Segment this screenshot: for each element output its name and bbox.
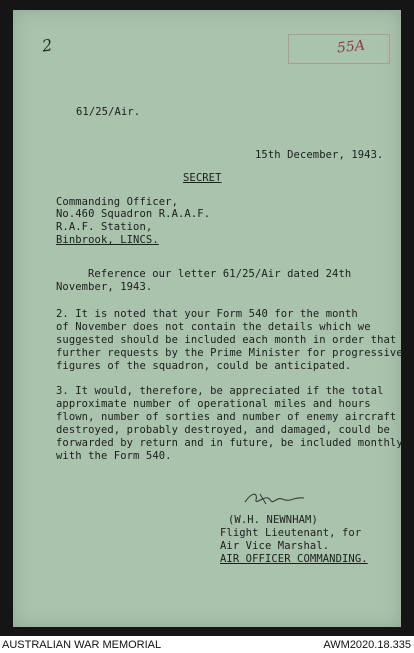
signatory-for: Air Vice Marshal. <box>220 540 330 552</box>
stamp-number: 55A <box>336 37 366 57</box>
paragraph-3-line: with the Form 540. <box>56 450 172 462</box>
signatory-title: AIR OFFICER COMMANDING. <box>220 553 368 565</box>
paragraph-2-line: of November does not contain the details which we <box>56 321 371 333</box>
paragraph-3-line: destroyed, probably destroyed, and damaged, could be <box>56 424 390 436</box>
addressee-line: Binbrook, LINCS. <box>56 234 159 246</box>
paragraph-3-line: flown, number of sorties and number of enemy aircraft <box>56 411 397 423</box>
classification-heading: SECRET <box>183 172 222 184</box>
paragraph-2-line: figures of the squadron, could be anticipated. <box>56 360 352 372</box>
footer-accession-number: AWM2020.18.335 <box>323 639 411 651</box>
paragraph-3-line: approximate number of operational miles and hours <box>56 398 371 410</box>
paragraph-3-line: forwarded by return and in future, be included monthly <box>56 437 403 449</box>
reference-line: November, 1943. <box>56 281 153 293</box>
addressee-line: Commanding Officer, <box>56 196 179 208</box>
handwritten-signature <box>242 488 312 510</box>
file-reference: 61/25/Air. <box>76 106 141 118</box>
paragraph-3-line: 3. It would, therefore, be appreciated if the total <box>56 385 384 397</box>
footer-bar <box>0 636 414 653</box>
addressee-line: R.A.F. Station, <box>56 221 153 233</box>
signatory-rank: Flight Lieutenant, for <box>220 527 362 539</box>
addressee-line: No.460 Squadron R.A.A.F. <box>56 208 211 220</box>
paragraph-2-line: further requests by the Prime Minister for progressive <box>56 347 403 359</box>
letter-date: 15th December, 1943. <box>255 149 384 161</box>
reference-line: Reference our letter 61/25/Air dated 24th <box>88 268 352 280</box>
footer-institution: AUSTRALIAN WAR MEMORIAL <box>2 639 162 651</box>
paragraph-2-line: 2. It is noted that your Form 540 for the month <box>56 308 358 320</box>
signatory-name: (W.H. NEWNHAM) <box>228 514 318 526</box>
paragraph-2-line: suggested should be included each month in order that <box>56 334 397 346</box>
corner-mark: 2 <box>40 35 54 56</box>
